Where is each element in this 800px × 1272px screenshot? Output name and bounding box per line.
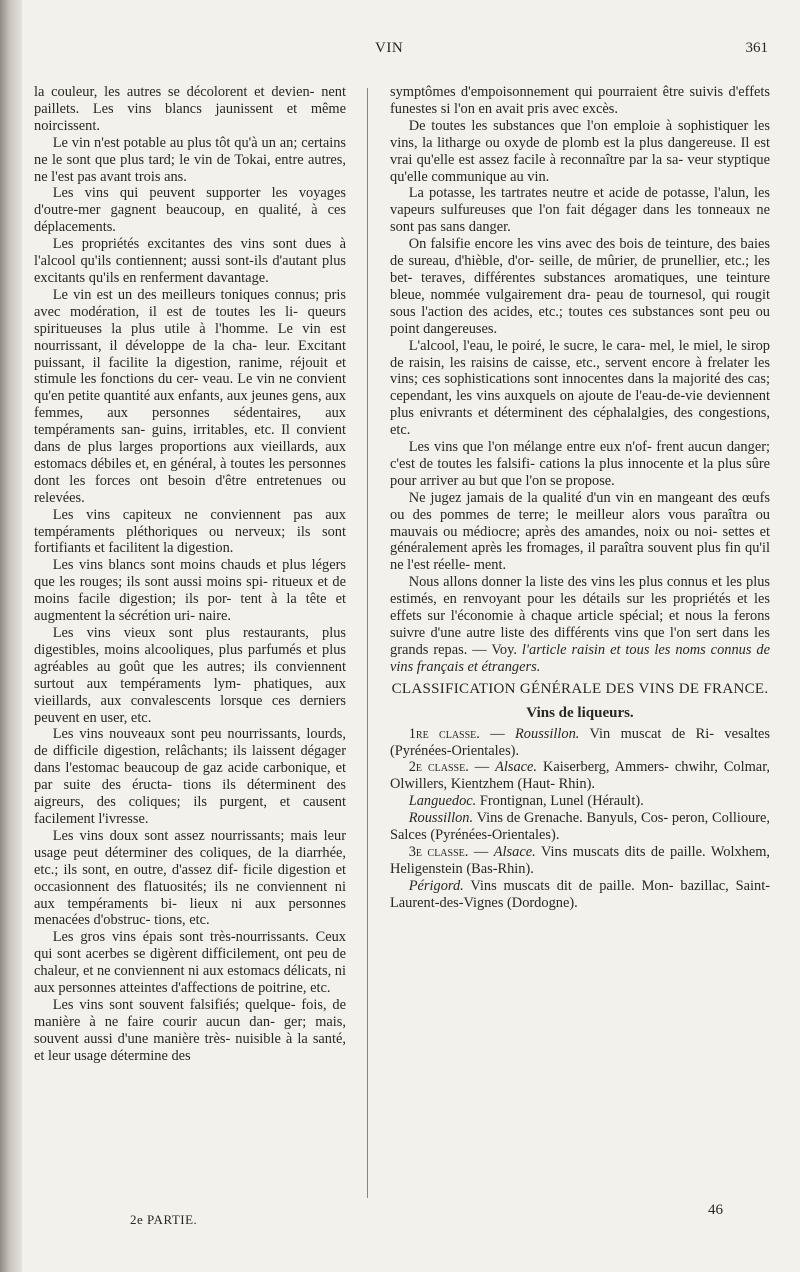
- paragraph: la couleur, les autres se décolorent et devien- nent paillets. Les vins blancs jaunissent et même noircissent.: [34, 84, 346, 134]
- region-name: Languedoc.: [408, 793, 477, 810]
- class-label: 2e classe.: [408, 759, 469, 776]
- paragraph: On falsifie encore les vins avec des bois de teinture, des baies de sureau, d'hièble, d'or- seille, de mûrier, de prunellier, etc.; les bet- teraves, différentes substances aromatiques, une teinture bleue, nommée vulgairement dra- peau de tournesol, qui rougit sous l'action des acides, etc.; toutes ces substances sont peu ou point dangereuses.: [390, 236, 770, 337]
- running-head: VIN: [375, 40, 404, 56]
- entry-text: Vins de Grenache. Banyuls, Cos- peron, Collioure, Salces (Pyrénées-Orientales).: [390, 810, 770, 844]
- paragraph: Les vins nouveaux sont peu nourrissants, lourds, de difficile digestion, relâchants; ils laissent dégager dans l'estomac beaucoup de gaz acide carbonique, et par suite des éructa- tions ils déterminent des aigreurs, des coliques; ils purgent, et causent facilement l'ivresse.: [34, 726, 346, 827]
- region-name: Alsace.: [493, 843, 536, 860]
- list-item: [390, 878, 770, 912]
- entry-text: Vin muscat de Ri- vesaltes (Pyrénées-Orientales).: [390, 725, 770, 759]
- column-divider: [367, 88, 368, 1198]
- paragraph: Les vins qui peuvent supporter les voyages d'outre-mer gagnent beaucoup, en qualité, à ces déplacements.: [34, 185, 346, 236]
- paragraph-text: Nous allons donner la liste des vins les plus connus et les plus estimés, en renvoyant pour les détails sur les propriétés et les effets sur l'économie à chaque article spécial; et nous la ferons suivre d'une autre liste des différents vins que l'on sert dans les grands repas. — Voy.: [390, 574, 770, 658]
- list-item: 2e classe. — Alsace. Kaiserberg, Ammers- chwihr, Colmar, Olwillers, Kientzhem (Haut- Rhin).: [390, 759, 771, 793]
- list-item: [390, 810, 770, 844]
- paragraph: De toutes les substances que l'on emploie à sophistiquer les vins, la litharge ou oxyde de plomb est la plus dangereuse. Il est vrai qu'elle est assez facile à reconnaître par la sa- veur styptique qu'elle communique au vin.: [390, 117, 770, 185]
- paragraph: [390, 574, 770, 675]
- entry-text: Vins muscats dits de paille. Wolxhem, Heligenstein (Bas-Rhin).: [390, 843, 771, 877]
- entry-text: Kaiserberg, Ammers- chwihr, Colmar, Olwillers, Kientzhem (Haut- Rhin).: [390, 759, 771, 793]
- paragraph: Les vins capiteux ne conviennent pas aux tempéraments pléthoriques ou nerveux; ils sont fortifiants et facilitent la digestion.: [34, 506, 346, 557]
- class-label: 1re classe.: [408, 725, 480, 742]
- class-label: 3e classe.: [408, 843, 469, 860]
- list-item: 1re classe. — Roussillon. Vin muscat de Ri- vesaltes (Pyrénées-Orientales).: [390, 725, 770, 759]
- paragraph: Les vins sont souvent falsifiés; quelque- fois, de manière à ne faire courir aucun dan- ger; mais, souvent aussi d'une manière très- nuisible à la santé, et leur usage détermine des: [34, 996, 346, 1064]
- signature-mark: 46: [708, 1202, 723, 1218]
- region-name: Roussillon.: [515, 725, 580, 742]
- region-name: Alsace.: [495, 759, 538, 776]
- subsection-title: Vins de liqueurs.: [526, 704, 634, 721]
- region-name: Périgord.: [408, 877, 464, 894]
- paragraph: Les propriétés excitantes des vins sont dues à l'alcool qu'ils contiennent; aussi sont-ils d'autant plus excitants qu'ils en renferment davantage.: [34, 236, 346, 286]
- paragraph: Ne jugez jamais de la qualité d'un vin en mangeant des œufs ou des pommes de terre; le meilleur alors vous paraîtra ou mauvais ou médiocre; après des amandes, noix ou noi- settes et généralement après les fromages, il paraîtra souvent plus fin qu'il ne l'est réelle- ment.: [390, 489, 770, 574]
- paragraph: La potasse, les tartrates neutre et acide de potasse, l'alun, les vapeurs sulfureuses que l'on fait dégager dans les tonneaux ne sont pas sans danger.: [390, 185, 770, 236]
- right-column: [390, 84, 770, 1234]
- left-column: [34, 84, 346, 1214]
- paragraph: Les vins blancs sont moins chauds et plus légers que les rouges; ils sont aussi moins spi- ritueux et de moins facile digestion; ils por- tent à la tête et augmentent la sécrétion uri- naire.: [34, 557, 346, 625]
- paragraph: Les vins vieux sont plus restaurants, plus digestibles, moins alcooliques, plus parfumés et plus agréables au goût que les autres; ils conviennent surtout aux tempéraments lym- phatiques, aux vieillards, aux convalescents lorsque ces derniers peuvent en user, etc.: [34, 625, 346, 726]
- paragraph: Les vins que l'on mélange entre eux n'of- frent aucun danger; c'est de toutes les falsifi- cations la plus innocente et la plus sûre pour arriver au but que l'on se propose.: [390, 439, 770, 489]
- paragraph: Le vin est un des meilleurs toniques connus; pris avec modération, il est de toutes les li- queurs spiritueuses la plus utile à l'homme. Le vin est nourrissant, il développe de la cha- leur. Excitant puissant, il facilite la digestion, ranime, réjouit et stimule les fonctions du cer- veau. Le vin ne convient qu'en petite quantité aux enfants, aux jeunes gens, aux femmes, aux personnes sédentaires, aux tempéraments san- guins, irritables, etc. Il convient dans de plus larges proportions aux vieillards, aux estomacs débiles et, en général, à toutes les personnes dont les forces ont besoin d'être entretenues ou relevées.: [34, 286, 346, 506]
- paragraph: L'alcool, l'eau, le poiré, le sucre, le cara- mel, le miel, le sirop de raisin, les raisins de caisse, etc., servent encore à frelater les vins; ces sophistications sont innocentes dans la majorité des cas; cependant, les vins auxquels on ajoute de l'eau-de-vie deviennent plus enivrants et déterminent des céphalalgies, des congestions, etc.: [390, 337, 770, 439]
- part-label: 2e PARTIE.: [130, 1212, 198, 1227]
- entry-text: Vins muscats dit de paille. Mon- bazillac, Saint-Laurent-des-Vignes (Dordogne).: [390, 877, 770, 911]
- paragraph: Le vin n'est potable au plus tôt qu'à un an; certains ne le sont que plus tard; le vin de Tokai, entre autres, ne l'est pas avant trois ans.: [34, 134, 346, 185]
- entry-text: Frontignan, Lunel (Hérault).: [479, 793, 644, 810]
- page-number: 361: [745, 40, 768, 56]
- paragraph-italic-reference: l'article raisin et tous les noms connus de vins français et étrangers.: [390, 641, 770, 675]
- paragraph: Les gros vins épais sont très-nourrissants. Ceux qui sont acerbes se digèrent difficilement, ont peu de chaleur, et ne conviennent ni aux estomacs délicats, ni aux personnes atteintes d'affections de poitrine, etc.: [34, 929, 346, 997]
- paragraph: Les vins doux sont assez nourrissants; mais leur usage peut déterminer des coliques, de la diarrhée, etc.; ils sont, en outre, d'assez dif- ficile digestion et occasionnent des flatuosités; ils ne conviennent ni aux tempéraments bi- lieux ni aux personnes menacées d'obstruc- tions, etc.: [34, 827, 346, 929]
- paragraph: symptômes d'empoisonnement qui pourraient être suivis d'effets funestes si l'on en avait pris avec excès.: [390, 84, 770, 117]
- region-name: Roussillon.: [408, 810, 474, 827]
- book-spine-shadow: [0, 0, 22, 1272]
- section-title: CLASSIFICATION GÉNÉRALE DES VINS DE FRANCE.: [391, 680, 769, 697]
- list-item: 3e classe. — Alsace. Vins muscats dits de paille. Wolxhem, Heligenstein (Bas-Rhin).: [390, 843, 771, 877]
- list-item: [390, 793, 770, 810]
